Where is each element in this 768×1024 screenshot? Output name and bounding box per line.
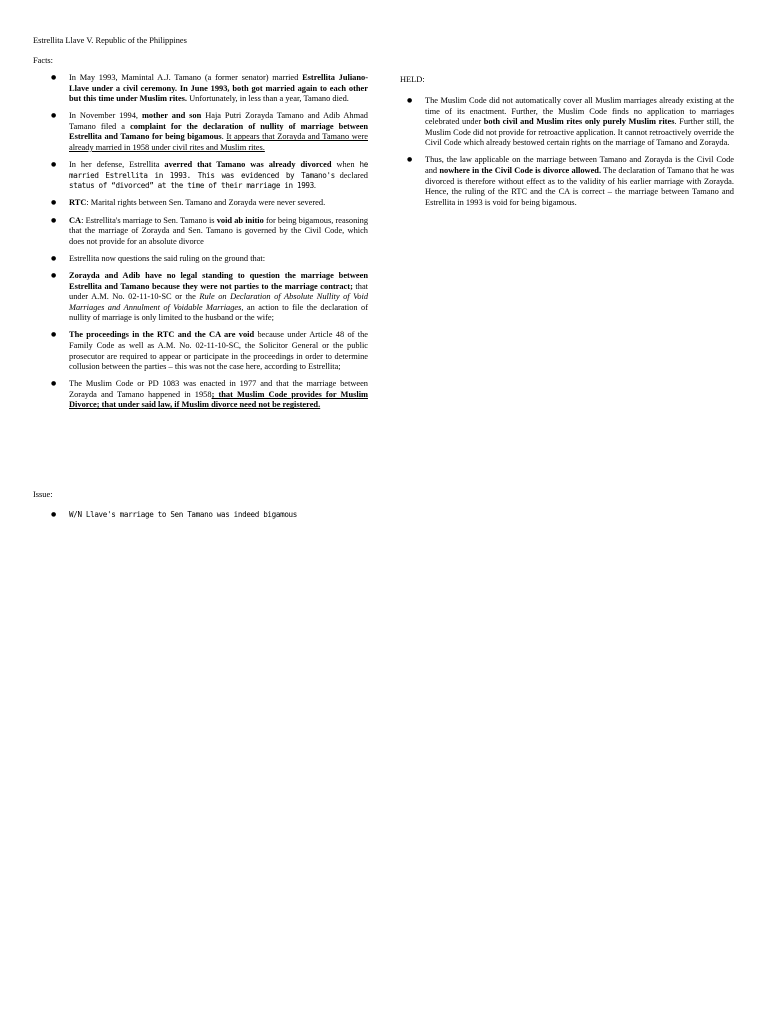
bold-text: averred that Tamano was already divorced: [164, 160, 332, 170]
bullet-icon: ●: [51, 331, 57, 339]
bullet-icon: ●: [407, 156, 413, 164]
facts-item: [48, 73, 368, 105]
facts-item: [48, 160, 368, 192]
text: Haja Putri Zorayda Tamano and Adib Ahmad Tamano filed a: [69, 111, 368, 131]
issue-item: [48, 510, 368, 521]
facts-item: [48, 198, 368, 209]
text: when: [331, 160, 360, 170]
underlined-text: It appears that Zorayda and Tamano were already married in 1958 under civil rites and Muslim rites.: [69, 132, 368, 153]
text: Unfortunately, in less than a year, Tamano died.: [187, 94, 349, 104]
italic-text: Rule on Declaration of Absolute Nullity of Void Marriages and Annulment of Voidable Marriages: [69, 292, 369, 312]
bullet-icon: ●: [51, 216, 57, 224]
bold-text: CA: [69, 215, 82, 225]
issue-heading: Issue:: [33, 490, 53, 499]
facts-list: [48, 73, 368, 418]
text: . Further still, the Muslim Code did not provide for retroactive application. It cannot retroactively override the Civil Code which already bestowed certain rights on the marriage of Tamano and Zorayda.: [425, 117, 734, 148]
text: , an action to file the declaration of nullity of marriage is only limited to the husband or the wife;: [69, 302, 368, 323]
text: because under Article 48 of the Family Code as well as A.M. No. 02-11-10-SC, the Solicitor General or the public prosecutor are required to appear or participate in the proceedings in order to determine collusion between the parties – this was not the case here, according to Estrellita;: [69, 330, 368, 372]
held-list: [404, 96, 734, 215]
text: that under A.M. No. 02-11-10-SC or the: [69, 281, 368, 302]
facts-heading: Facts:: [33, 56, 54, 65]
bold-text: Zorayda and Adib have no legal standing to question the marriage between Estrellita and Tamano because they were not parties to the marriage contract;: [69, 270, 368, 291]
text: .: [313, 181, 316, 191]
text: The Muslim Code did not automatically cover all Muslim marriages already existing at the time of its enactment. Further, the Muslim Code finds no application to marriages celebrated under: [425, 96, 734, 127]
facts-item: [48, 254, 368, 265]
held-heading: HELD:: [400, 75, 425, 84]
text: Thus, the law applicable on the marriage between Tamano and Zorayda is the Civil Code and: [425, 155, 734, 176]
bullet-icon: ●: [51, 511, 57, 518]
text: In her defense, Estrellita: [69, 160, 165, 170]
facts-item: [48, 330, 368, 372]
bullet-icon: ●: [51, 380, 57, 388]
text: .: [221, 132, 227, 142]
text: The Muslim Code or PD 1083 was enacted in 1977 and that the marriage between Zorayda and Tamano happened in 1958: [69, 379, 368, 399]
bullet-icon: ●: [51, 254, 57, 262]
text: In November 1994,: [69, 111, 142, 121]
text: Estrellita now questions the said ruling on the ground that:: [69, 253, 266, 263]
bold-text: Estrellita Juliano-Llave under a civil ceremony. In June 1993, both got married again to each other but this time under Muslim rites.: [69, 73, 369, 104]
bold-text: void ab initio: [216, 215, 264, 225]
bold-text: The proceedings in the RTC and the CA are void: [69, 330, 255, 340]
handwritten-text: W/N Llave's marriage to Sen Tamano was indeed bigamous: [69, 510, 297, 519]
bullet-icon: ●: [51, 271, 57, 279]
facts-item: [48, 271, 368, 324]
bold-text: nowhere in the Civil Code is divorce allowed.: [439, 166, 602, 176]
text: The declaration of Tamano that he was divorced is therefore without effect as to the validity of his earlier marriage with Zorayda. Hence, the ruling of the RTC and the CA is correct – the marriage between Tamano and Estrellita in 1993 is void for being bigamous.: [425, 166, 734, 207]
bullet-icon: ●: [51, 199, 57, 207]
facts-item: [48, 379, 368, 411]
bullet-icon: ●: [51, 161, 57, 169]
handwritten-text: he married Estrellita in 1993. This was evidenced by Tamano's: [69, 160, 368, 180]
page-title: Estrellita Llave V. Republic of the Philippines: [33, 36, 187, 45]
bold-text: complaint for the declaration of nullity of marriage between Estrellita and Tamano for being bigamous: [69, 121, 368, 142]
bullet-icon: ●: [51, 112, 57, 120]
bold-text: both civil and Muslim rites only purely Muslim rites: [483, 117, 675, 127]
facts-item: [48, 111, 368, 153]
text: for being bigamous, reasoning that the marriage of Zorayda and Sen. Tamano is governed by the Civil Code, which does not provide for an absolute divorce: [69, 215, 369, 246]
held-item: [404, 96, 734, 149]
text: : Estrellita's marriage to Sen. Tamano is: [81, 215, 217, 225]
bullet-icon: ●: [407, 97, 413, 104]
bold-underlined-text: ; that Muslim Code provides for Muslim Divorce; that under said law, if Muslim divorce need not be registered.: [69, 389, 368, 410]
bold-text: RTC: [69, 198, 87, 208]
issue-list: [48, 510, 368, 521]
held-item: [404, 155, 734, 208]
facts-item: [48, 216, 368, 248]
text: In May 1993, Mamintal A.J. Tamano (a former senator) married: [69, 73, 303, 82]
bullet-icon: ●: [51, 74, 57, 81]
bold-text: mother and son: [141, 111, 202, 121]
text: declared: [334, 170, 368, 180]
text: : Marital rights between Sen. Tamano and Zorayda were never severed.: [86, 198, 326, 208]
handwritten-text: status of “divorced” at the time of their marriage in 1993: [69, 181, 314, 191]
